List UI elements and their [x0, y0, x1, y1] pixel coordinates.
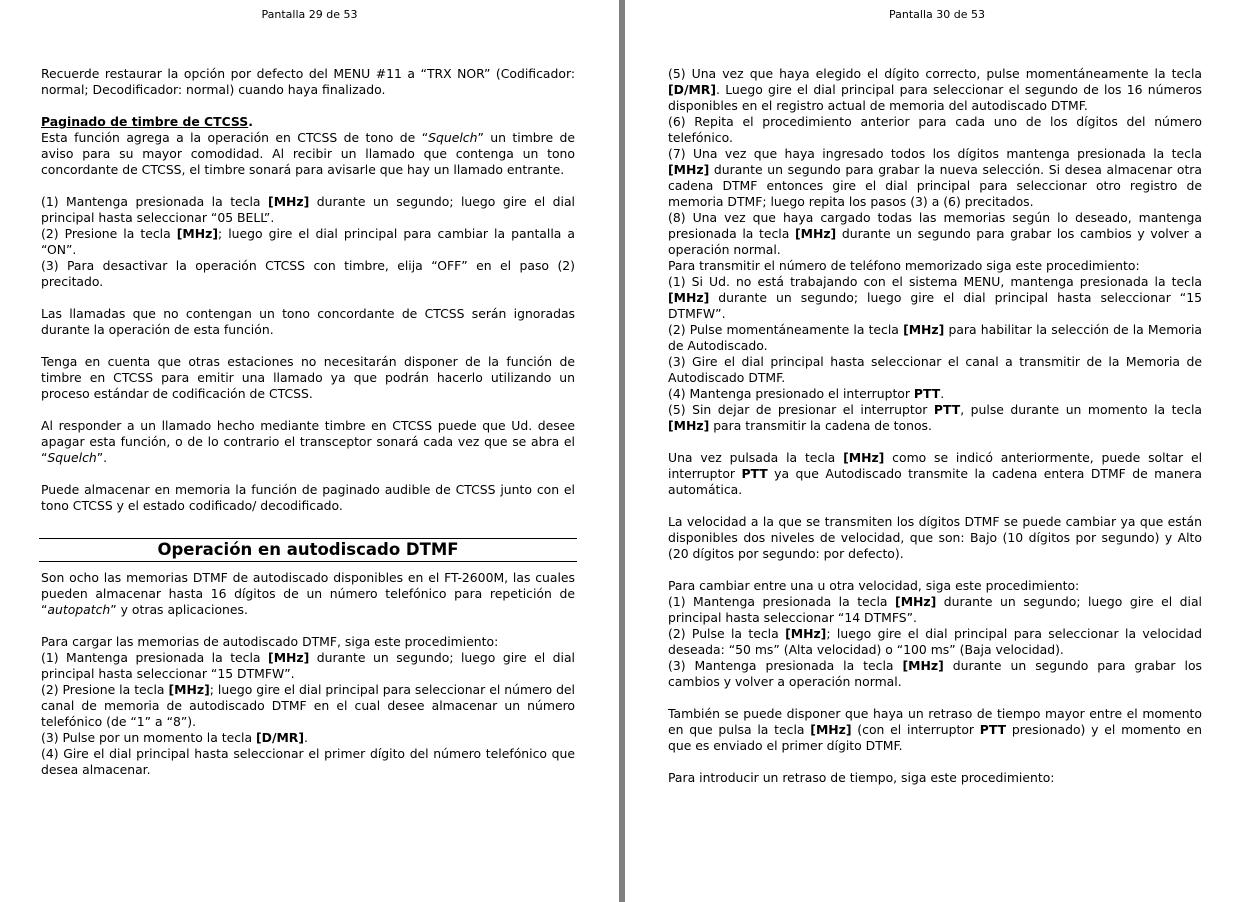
- step: (4) Mantenga presionado el interruptor PTT.: [668, 386, 945, 401]
- step: (7) Una vez que haya ingresado todos los dígitos mantenga presionada la tecla [MHz] durante un segundo para grabar la nueva selección. Si desea almacenar otra cadena DTMF entonces gire el dial principal para seleccionar otro registro de memoria DTMF; luego repita los pasos (3) a (6) precitados.: [668, 146, 1202, 209]
- paragraph: Para transmitir el número de teléfono memorizado siga este procedimiento:: [668, 258, 1140, 273]
- step: (1) Mantenga presionada la tecla [MHz] durante un segundo; luego gire el dial principal hasta seleccionar “14 DTMFS”.: [668, 594, 1203, 625]
- paragraph: Las llamadas que no contengan un tono concordante de CTCSS serán ignoradas durante la operación de esta función.: [41, 306, 575, 337]
- step: (2) Pulse momentáneamente la tecla [MHz] para habilitar la selección de la Memoria de Autodiscado.: [668, 322, 1203, 353]
- paragraph: También se puede disponer que haya un retraso de tiempo mayor entre el momento en que pulsa la tecla [MHz] (con el interruptor PTT presionado) y el momento en que es enviado el primer dígito DTMF.: [668, 706, 1202, 753]
- step: (2) Pulse la tecla [MHz]; luego gire el dial principal para seleccionar la velocidad deseada: “50 ms” (Alta velocidad) o “100 ms” (Baja velocidad).: [668, 626, 1202, 657]
- step: (4) Gire el dial principal hasta seleccionar el primer dígito del número telefónico que desea almacenar.: [41, 746, 575, 777]
- step: (3) Pulse por un momento la tecla [D/MR].: [41, 730, 308, 745]
- step: (1) Si Ud. no está trabajando con el sistema MENU, mantenga presionada la tecla [MHz] durante un segundo; luego gire el dial principal hasta seleccionar “15 DTMFW”.: [668, 274, 1202, 321]
- step: (1) Mantenga presionada la tecla [MHz] durante un segundo; luego gire el dial principal hasta seleccionar “15 DTMFW”.: [41, 650, 576, 681]
- intro-paragraph: Recuerde restaurar la opción por defecto del MENU #11 a “TRX NOR” (Codificador: normal; Decodificador: normal) cuando haya finalizado.: [41, 66, 575, 97]
- step: (5) Sin dejar de presionar el interruptor PTT, pulse durante un momento la tecla [MHz] para transmitir la cadena de tonos.: [668, 402, 1202, 433]
- step: (8) Una vez que haya cargado todas las memorias según lo deseado, mantenga presionada la tecla [MHz] durante un segundo para grabar los cambios y volver a operación normal.: [668, 210, 1202, 257]
- page-header: Pantalla 30 de 53: [889, 8, 985, 21]
- paragraph: Una vez pulsada la tecla [MHz] como se indicó anteriormente, puede soltar el interruptor PTT ya que Autodiscado transmite la cadena entera DTMF de manera automática.: [668, 450, 1203, 497]
- page-30: [625, 0, 1249, 902]
- paragraph: La velocidad a la que se transmiten los dígitos DTMF se puede cambiar ya que están disponibles dos niveles de velocidad, que son: Bajo (10 dígitos por segundo) y Alto (20 dígitos por segundo: por defecto).: [668, 514, 1202, 561]
- paragraph: Para cargar las memorias de autodiscado DTMF, siga este procedimiento:: [41, 634, 499, 649]
- step: (5) Una vez que haya elegido el dígito correcto, pulse momentáneamente la tecla [D/MR]. Luego gire el dial principal para seleccionar el segundo de los 16 números disponibles en el registro actual de memoria del autodiscado DTMF.: [668, 66, 1202, 113]
- step: (3) Para desactivar la operación CTCSS con timbre, elija “OFF” en el paso (2) precitado.: [41, 258, 575, 289]
- paragraph: Para introducir un retraso de tiempo, siga este procedimiento:: [668, 770, 1055, 785]
- page-content: [41, 66, 575, 778]
- section-title: Operación en autodiscado DTMF: [39, 538, 577, 562]
- step: (2) Presione la tecla [MHz]; luego gire el dial principal para seleccionar el número del canal de memoria de autodiscado DTMF en el cual desee almacenar un número telefónico (de “1” a “8”).: [41, 682, 575, 729]
- page-header: Pantalla 29 de 53: [261, 8, 358, 21]
- step: (3) Gire el dial principal hasta seleccionar el canal a transmitir de la Memoria de Autodiscado DTMF.: [668, 354, 1202, 385]
- page-content: [668, 66, 1202, 786]
- paragraph: Son ocho las memorias DTMF de autodiscado disponibles en el FT-2600M, las cuales pueden almacenar hasta 16 dígitos de un número telefónico para repetición de “autopatch” y otras aplicaciones.: [41, 570, 575, 617]
- paragraph: Esta función agrega a la operación en CTCSS de tono de “Squelch” un timbre de aviso para su mayor comodidad. Al recibir un llamado que contenga un tono concordante de CTCSS, el timbre sonará para avisarle que hay un llamado entrante.: [41, 130, 575, 177]
- page-29: [0, 0, 619, 902]
- step: (1) Mantenga presionada la tecla [MHz] durante un segundo; luego gire el dial principal hasta seleccionar “05 BELL”.: [41, 194, 576, 225]
- section-heading: Paginado de timbre de CTCSS.: [41, 114, 253, 129]
- paragraph: Para cambiar entre una u otra velocidad, siga este procedimiento:: [668, 578, 1080, 593]
- step: (6) Repita el procedimiento anterior para cada uno de los dígitos del número telefónico.: [668, 114, 1202, 145]
- step: (3) Mantenga presionada la tecla [MHz] durante un segundo para grabar los cambios y volver a operación normal.: [668, 658, 1202, 689]
- paragraph: Tenga en cuenta que otras estaciones no necesitarán disponer de la función de timbre en CTCSS para emitir una llamado ya que podrán hacerlo utilizando un proceso estándar de codificación de CTCSS.: [41, 354, 575, 401]
- step: (2) Presione la tecla [MHz]; luego gire el dial principal para cambiar la pantalla a “ON”.: [41, 226, 576, 257]
- paragraph: Puede almacenar en memoria la función de paginado audible de CTCSS junto con el tono CTCSS y el estado codificado/ decodificado.: [41, 482, 575, 513]
- paragraph: Al responder a un llamado hecho mediante timbre en CTCSS puede que Ud. desee apagar esta función, o de lo contrario el transceptor sonará cada vez que se abra el “Squelch”.: [41, 418, 575, 465]
